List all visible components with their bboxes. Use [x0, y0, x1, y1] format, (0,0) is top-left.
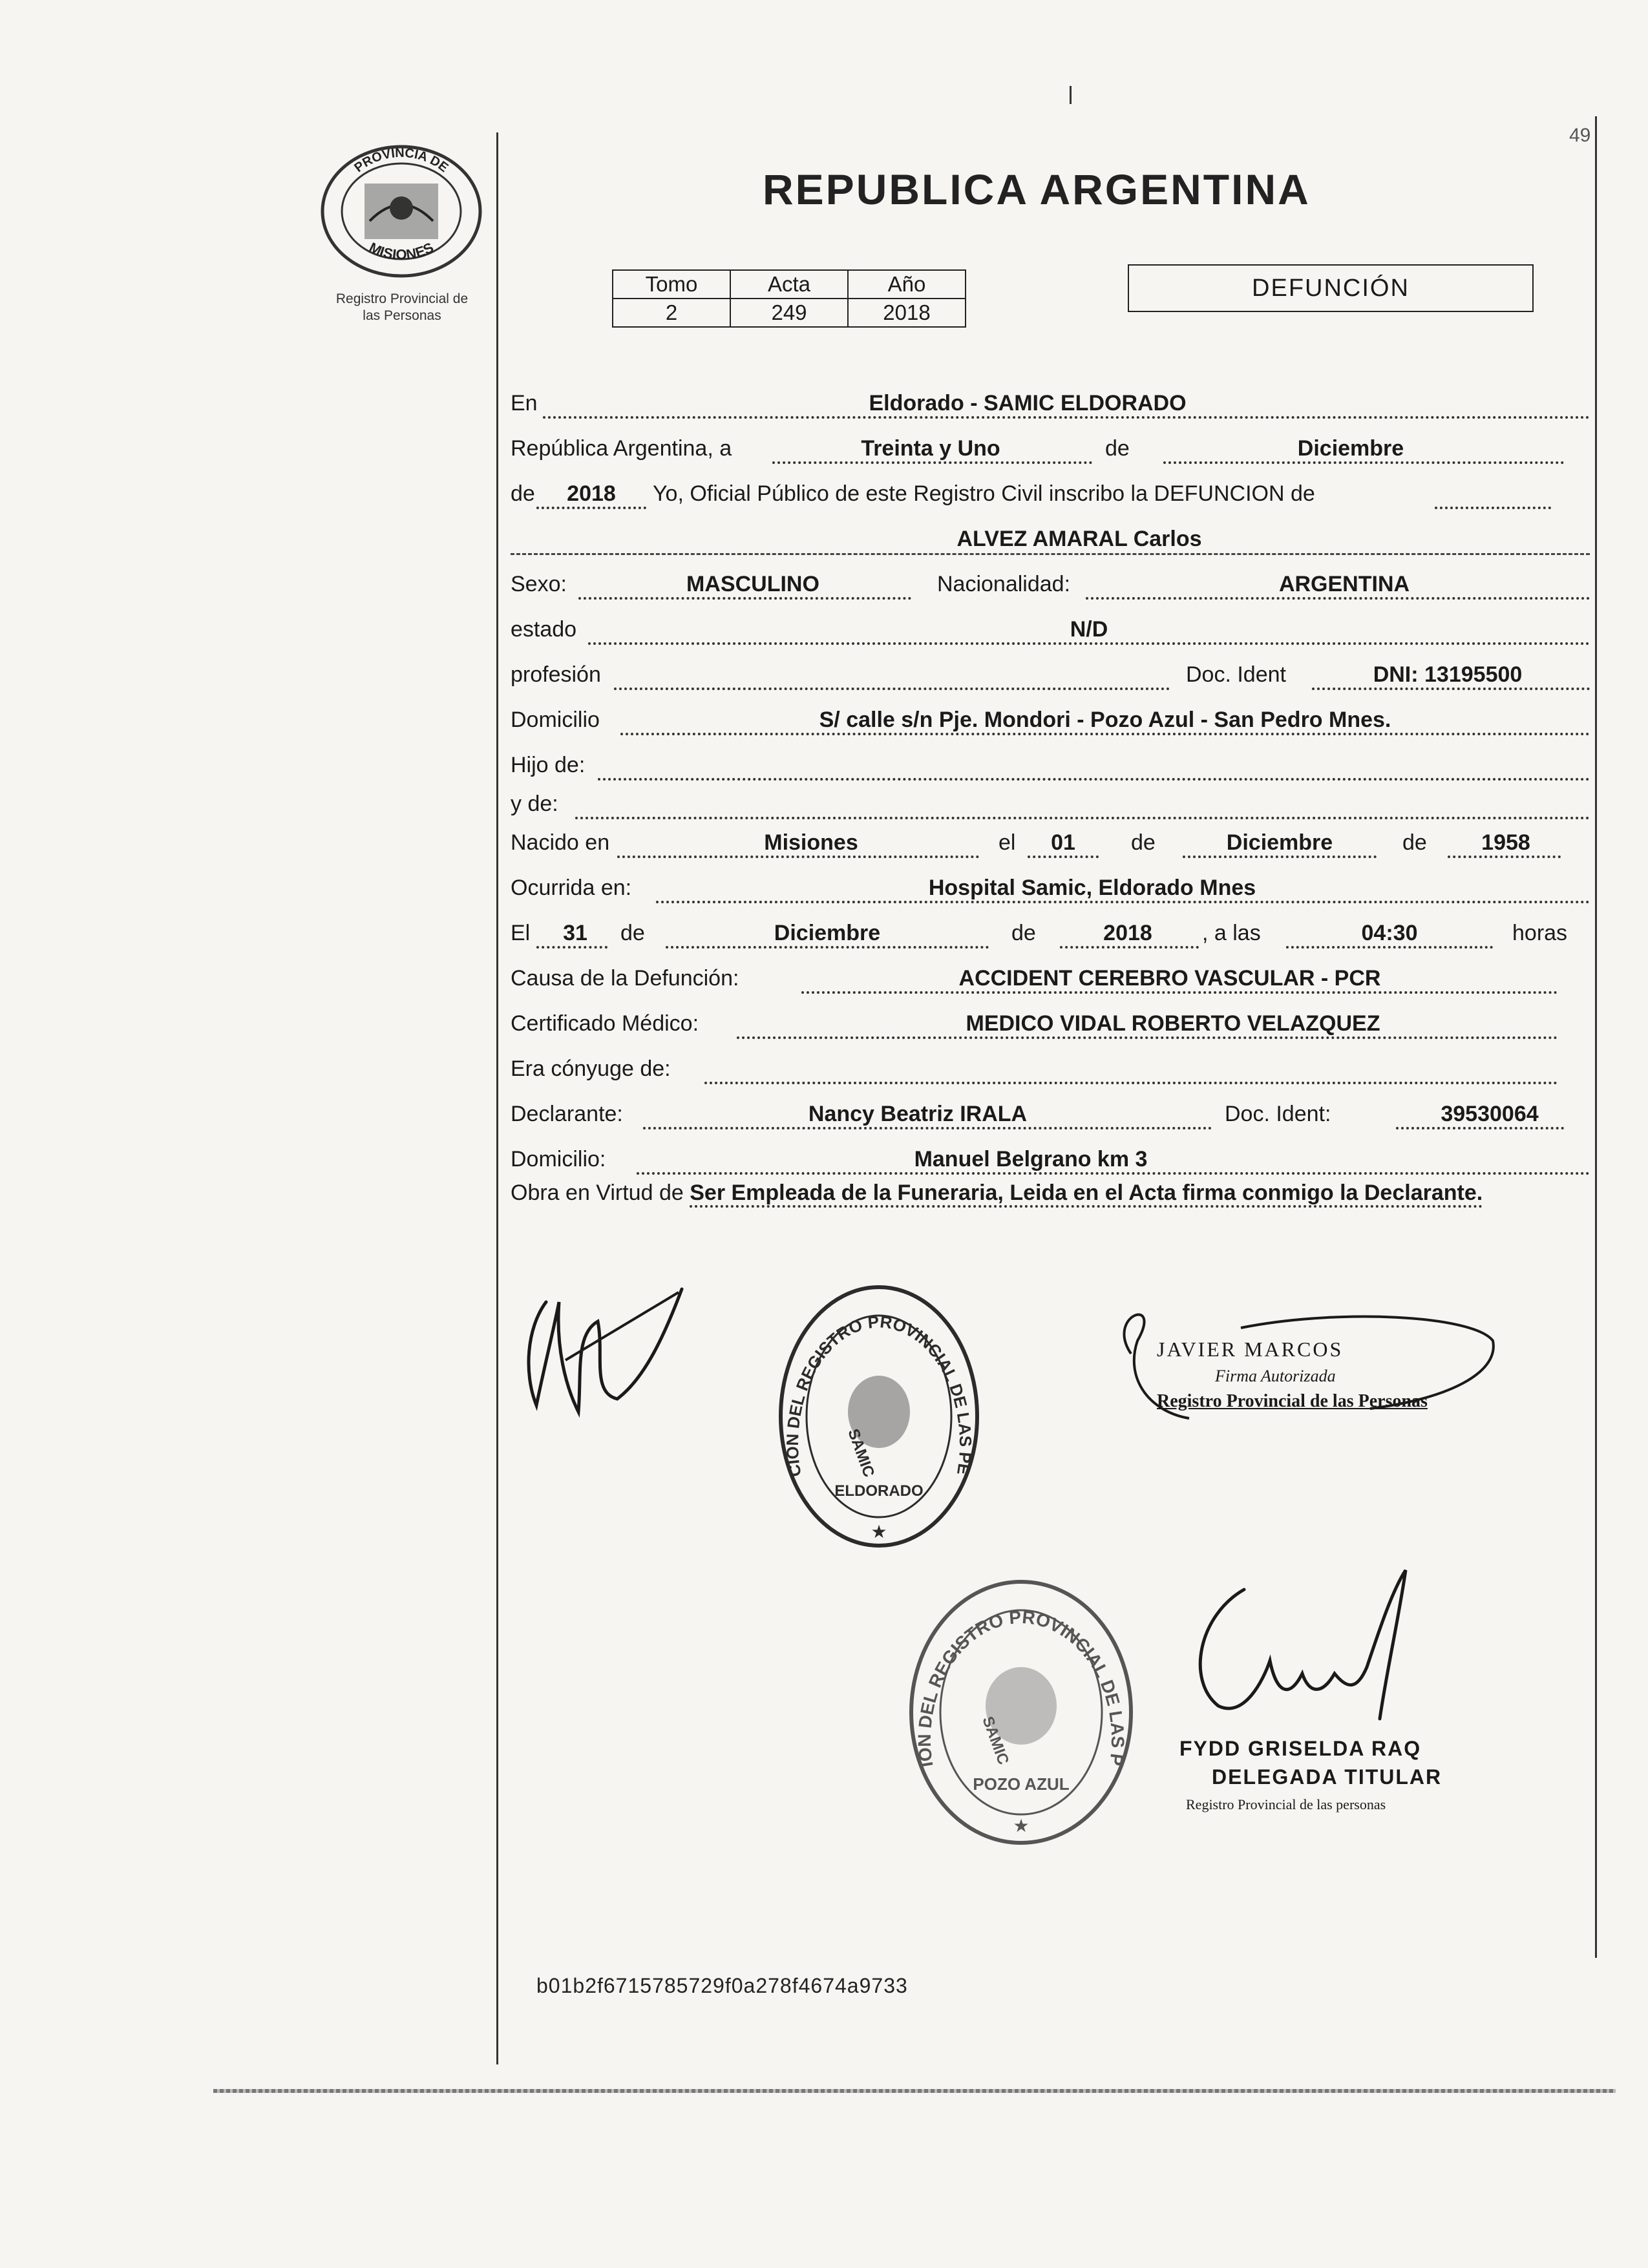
nacionalidad-value: ARGENTINA [1278, 572, 1410, 596]
domicilio-declarante-label: Domicilio: [511, 1147, 606, 1171]
tomo-value: 2 [613, 299, 730, 327]
declarante-label: Declarante: [511, 1102, 623, 1126]
declarante-value: Nancy Beatriz IRALA [808, 1102, 1028, 1126]
row-fecha-defuncion [511, 905, 1590, 950]
en-value: Eldorado - SAMIC ELDORADO [869, 391, 1187, 415]
left-margin-rule [496, 132, 498, 2064]
svg-text:★: ★ [871, 1522, 887, 1542]
row-conyuge [511, 1040, 1590, 1086]
authorized-role: Firma Autorizada [1215, 1367, 1336, 1385]
logo-top-text: PROVINCIA DE [352, 145, 451, 176]
defuncion-anio: 2018 [1103, 921, 1152, 945]
row-profesion [511, 646, 1590, 691]
logo-bottom-text: MISIONES [366, 239, 436, 263]
eldorado-stamp-inner-2: ELDORADO [834, 1482, 924, 1500]
declarante-doc-value: 39530064 [1441, 1102, 1539, 1126]
document-title: REPUBLICA ARGENTINA [763, 165, 1311, 213]
declarante-doc-label: Doc. Ident: [1225, 1102, 1331, 1126]
registry-label [299, 291, 505, 324]
fecha-acta-de-label: de [1105, 436, 1130, 461]
page-number: 49 [1569, 125, 1591, 146]
ocurrida-label: Ocurrida en: [511, 876, 632, 900]
tomo-header: Tomo [613, 270, 730, 299]
nacido-lugar: Misiones [764, 830, 858, 855]
authorized-name: JAVIER MARCOS [1157, 1338, 1344, 1361]
row-fecha-acta [511, 420, 1590, 465]
registry-label-line-1: Registro Provincial de [335, 291, 469, 306]
authorized-signature-block [1112, 1302, 1512, 1431]
authorized-registry: Registro Provincial de las Personas [1157, 1391, 1428, 1411]
domicilio-label: Domicilio [511, 708, 600, 732]
row-estado [511, 601, 1590, 646]
defuncion-horas-label: horas [1512, 921, 1568, 945]
obra-paragraph [511, 1177, 1590, 1208]
defuncion-de2-label: de [1011, 921, 1036, 945]
estado-value: N/D [1070, 617, 1108, 642]
pozo-azul-stamp-inner-1: SAMIC [978, 1714, 1013, 1767]
pozo-azul-stamp-outer-text: ION DEL REGISTRO PROVINCIAL DE LAS P [914, 1606, 1128, 1769]
titular-signature-block [1173, 1564, 1470, 1835]
eldorado-stamp-outer-text: CION DEL REGISTRO PROVINCIAL DE LAS PE [782, 1312, 976, 1478]
anio-header: Año [848, 270, 966, 299]
svg-text:MISIONES [366, 239, 436, 263]
row-nombre [511, 510, 1590, 556]
dni-value: DNI: 13195500 [1373, 662, 1523, 687]
svg-text:★: ★ [1013, 1816, 1030, 1836]
domicilio-declarante-value: Manuel Belgrano km 3 [914, 1147, 1148, 1171]
fecha-acta-label: República Argentina, a [511, 436, 732, 461]
eldorado-stamp-inner-1: SAMIC [844, 1426, 878, 1480]
row-anio [511, 465, 1590, 510]
defuncion-mes: Diciembre [774, 921, 881, 945]
nacido-de1-label: de [1131, 830, 1156, 855]
titular-registry: Registro Provincial de las personas [1186, 1796, 1386, 1812]
anio-statement: Yo, Oficial Público de este Registro Civil inscribo la DEFUNCION de [653, 481, 1315, 506]
row-ocurrida [511, 859, 1590, 905]
fecha-acta-dia: Treinta y Uno [861, 436, 1000, 461]
defuncion-alas-label: , a las [1202, 921, 1261, 945]
acta-value: 249 [730, 299, 848, 327]
nacido-mes: Diciembre [1226, 830, 1333, 855]
eldorado-stamp [776, 1283, 982, 1551]
pozo-azul-stamp [905, 1577, 1137, 1848]
obra-value: Ser Empleada de la Funeraria, Leida en el Acta firma conmigo la Declarante. [690, 1181, 1483, 1208]
titular-name: FYDD GRISELDA RAQ [1179, 1737, 1422, 1760]
misiones-coat-of-arms-logo [318, 143, 485, 279]
top-tick [1070, 86, 1072, 104]
nacionalidad-label: Nacionalidad: [937, 572, 1071, 596]
nacido-dia: 01 [1051, 830, 1075, 855]
en-label: En [511, 391, 538, 415]
defuncion-hora: 04:30 [1361, 921, 1418, 945]
estado-label: estado [511, 617, 577, 642]
reference-table [612, 269, 966, 328]
causa-value: ACCIDENT CEREBRO VASCULAR - PCR [958, 966, 1381, 991]
hijo-de-label: Hijo de: [511, 753, 586, 777]
registry-label-line-2: las Personas [363, 308, 441, 323]
row-causa [511, 950, 1590, 995]
row-nacido [511, 814, 1590, 859]
nacido-anio: 1958 [1481, 830, 1530, 855]
profesion-label: profesión [511, 662, 601, 687]
y-de-label: y de: [511, 792, 558, 816]
obra-label: Obra en Virtud de [511, 1181, 684, 1205]
row-certificado [511, 995, 1590, 1040]
pozo-azul-stamp-inner-2: POZO AZUL [973, 1774, 1070, 1794]
nacido-de2-label: de [1402, 830, 1427, 855]
declarante-signature [520, 1276, 688, 1425]
svg-text:PROVINCIA DE [352, 146, 450, 175]
row-domicilio-declarante [511, 1131, 1590, 1176]
nacido-label: Nacido en [511, 830, 610, 855]
certificado-value: MEDICO VIDAL ROBERTO VELAZQUEZ [966, 1011, 1380, 1036]
nacido-el-label: el [998, 830, 1016, 855]
reference-header-row [613, 270, 966, 299]
defuncion-el-label: El [511, 921, 531, 945]
bottom-rule [213, 2089, 1616, 2093]
row-declarante [511, 1086, 1590, 1131]
row-en [511, 375, 1590, 420]
right-margin-rule [1595, 116, 1597, 1958]
titular-role: DELEGADA TITULAR [1212, 1765, 1442, 1789]
causa-label: Causa de la Defunción: [511, 966, 739, 991]
sexo-label: Sexo: [511, 572, 567, 596]
defuncion-dia: 31 [563, 921, 587, 945]
anio-value: 2018 [567, 481, 616, 506]
domicilio-value: S/ calle s/n Pje. Mondori - Pozo Azul - San Pedro Mnes. [819, 708, 1391, 732]
reference-value-row [613, 299, 966, 327]
row-domicilio [511, 691, 1590, 737]
acta-header: Acta [730, 270, 848, 299]
doc-ident-label: Doc. Ident [1186, 662, 1286, 687]
document-hash: b01b2f6715785729f0a278f4674a9733 [536, 1974, 908, 1997]
anio-de-label: de [511, 481, 535, 506]
fecha-acta-mes: Diciembre [1297, 436, 1404, 461]
row-sexo [511, 556, 1590, 601]
certificado-label: Certificado Médico: [511, 1011, 699, 1036]
defuncion-de1-label: de [620, 921, 645, 945]
conyuge-label: Era cónyuge de: [511, 1056, 671, 1081]
ocurrida-value: Hospital Samic, Eldorado Mnes [928, 876, 1256, 900]
deceased-name: ALVEZ AMARAL Carlos [956, 527, 1202, 551]
sexo-value: MASCULINO [686, 572, 819, 596]
anio-value: 2018 [848, 299, 966, 327]
document-type-box: DEFUNCIÓN [1128, 264, 1534, 312]
